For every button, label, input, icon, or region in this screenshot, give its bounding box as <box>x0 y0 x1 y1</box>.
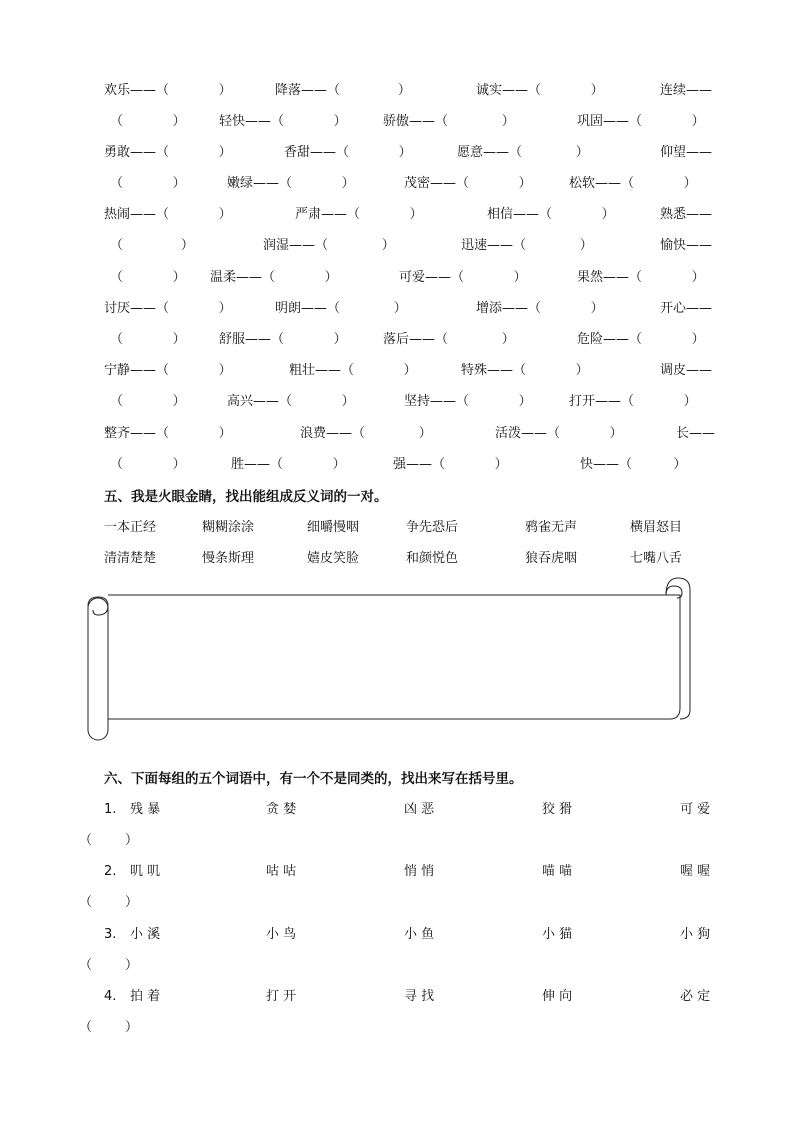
idiom: 糊糊涂涂 <box>202 520 255 535</box>
word: 拍 着 <box>130 989 161 1004</box>
idiom: 慢条斯理 <box>202 551 255 566</box>
idiom: 清清楚楚 <box>104 551 157 566</box>
word: 小 鸟 <box>266 927 297 942</box>
antonym-cell: 长—— <box>676 426 716 441</box>
antonym-cell: 迅速——（ ） <box>461 238 593 253</box>
antonym-cell: 整齐——（ ） <box>104 426 232 441</box>
antonym-cell: （ ） <box>110 114 186 129</box>
antonym-cell: 舒服——（ ） <box>219 332 347 347</box>
antonym-cell: 相信——（ ） <box>487 207 615 222</box>
antonym-cell: 可爱——（ ） <box>399 270 527 285</box>
word: 小 猫 <box>542 927 573 942</box>
antonym-cell: 诚实——（ ） <box>476 83 604 98</box>
word: 残 暴 <box>130 802 161 817</box>
antonym-cell: 仰望—— <box>660 145 713 160</box>
idiom: 嬉皮笑脸 <box>307 551 360 566</box>
antonym-cell: 浪费——（ ） <box>300 426 432 441</box>
antonym-cell: （ ） <box>110 176 186 191</box>
section5-title: 五、我是火眼金睛，找出能组成反义词的一对。 <box>104 489 388 505</box>
word: 喔 喔 <box>680 864 711 879</box>
antonym-cell: 增添——（ ） <box>476 301 604 316</box>
antonym-cell: 打开——（ ） <box>569 394 697 409</box>
antonym-cell: 讨厌——（ ） <box>104 301 232 316</box>
idiom: 细嚼慢咽 <box>307 520 360 535</box>
antonym-cell: 调皮—— <box>660 363 713 378</box>
antonym-cell: 坚持——（ ） <box>404 394 532 409</box>
answer-bracket[interactable]: （ ） <box>79 1020 139 1035</box>
antonym-cell: 骄傲——（ ） <box>383 114 515 129</box>
antonym-cell: 严肃——（ ） <box>295 207 423 222</box>
antonym-cell: 香甜——（ ） <box>284 145 412 160</box>
word: 小 鱼 <box>404 927 435 942</box>
antonym-cell: 勇敢——（ ） <box>104 145 232 160</box>
idiom: 和颜悦色 <box>406 551 459 566</box>
group-number: 3. <box>104 927 117 942</box>
antonym-cell: （ ） <box>110 457 186 472</box>
antonym-cell: （ ） <box>110 332 186 347</box>
antonym-cell: 热闹——（ ） <box>104 207 232 222</box>
group-number: 4. <box>104 989 117 1004</box>
answer-bracket[interactable]: （ ） <box>79 895 139 910</box>
antonym-cell: 明朗——（ ） <box>275 301 407 316</box>
antonym-cell: 活泼——（ ） <box>495 426 623 441</box>
antonym-cell: 快——（ ） <box>580 457 687 472</box>
antonym-cell: （ ） <box>110 394 186 409</box>
word: 贪 婪 <box>266 802 297 817</box>
antonym-cell: 高兴——（ ） <box>227 394 355 409</box>
section6-title: 六、下面每组的五个词语中，有一个不是同类的，找出来写在括号里。 <box>104 771 523 787</box>
antonym-cell: 松软——（ ） <box>569 176 697 191</box>
antonym-cell: 开心—— <box>660 301 713 316</box>
antonym-cell: 愉快—— <box>660 238 713 253</box>
antonym-cell: 胜——（ ） <box>231 457 346 472</box>
idiom: 一本正经 <box>104 520 157 535</box>
idiom: 鸦雀无声 <box>525 520 578 535</box>
word: 叽 叽 <box>130 864 161 879</box>
antonym-cell: 愿意——（ ） <box>457 145 589 160</box>
antonym-cell: 温柔——（ ） <box>210 270 338 285</box>
antonym-cell: （ ） <box>110 270 186 285</box>
idiom: 狼吞虎咽 <box>525 551 578 566</box>
word: 悄 悄 <box>404 864 435 879</box>
antonym-cell: 危险——（ ） <box>577 332 705 347</box>
word: 咕 咕 <box>266 864 297 879</box>
group-number: 1. <box>104 802 117 817</box>
antonym-cell: 轻快——（ ） <box>219 114 347 129</box>
antonym-cell: 落后——（ ） <box>383 332 515 347</box>
idiom: 横眉怒目 <box>630 520 683 535</box>
word: 伸 向 <box>542 989 573 1004</box>
word: 狡 猾 <box>542 802 573 817</box>
word: 喵 喵 <box>542 864 573 879</box>
answer-bracket[interactable]: （ ） <box>79 833 139 848</box>
antonym-cell: 润湿——（ ） <box>263 238 395 253</box>
antonym-cell: 连续—— <box>660 83 713 98</box>
answer-bracket[interactable]: （ ） <box>79 958 139 973</box>
idiom: 七嘴八舌 <box>630 551 683 566</box>
group-number: 2. <box>104 864 117 879</box>
word: 打 开 <box>266 989 297 1004</box>
antonym-cell: 巩固——（ ） <box>577 114 705 129</box>
antonym-cell: （ ） <box>110 238 194 253</box>
word: 小 狗 <box>680 927 711 942</box>
antonym-cell: 强——（ ） <box>393 457 508 472</box>
antonym-cell: 欢乐——（ ） <box>104 83 232 98</box>
antonym-cell: 降落——（ ） <box>275 83 411 98</box>
word: 凶 恶 <box>404 802 435 817</box>
word: 寻 找 <box>404 989 435 1004</box>
antonym-cell: 茂密——（ ） <box>404 176 532 191</box>
antonym-cell: 嫩绿——（ ） <box>227 176 355 191</box>
word: 可 爱 <box>680 802 711 817</box>
idiom: 争先恐后 <box>406 520 459 535</box>
antonym-cell: 熟悉—— <box>660 207 713 222</box>
antonym-cell: 宁静——（ ） <box>104 363 232 378</box>
antonym-cell: 粗壮——（ ） <box>289 363 417 378</box>
antonym-cell: 果然——（ ） <box>577 270 705 285</box>
word: 必 定 <box>680 989 711 1004</box>
antonym-cell: 特殊——（ ） <box>461 363 589 378</box>
word: 小 溪 <box>130 927 161 942</box>
